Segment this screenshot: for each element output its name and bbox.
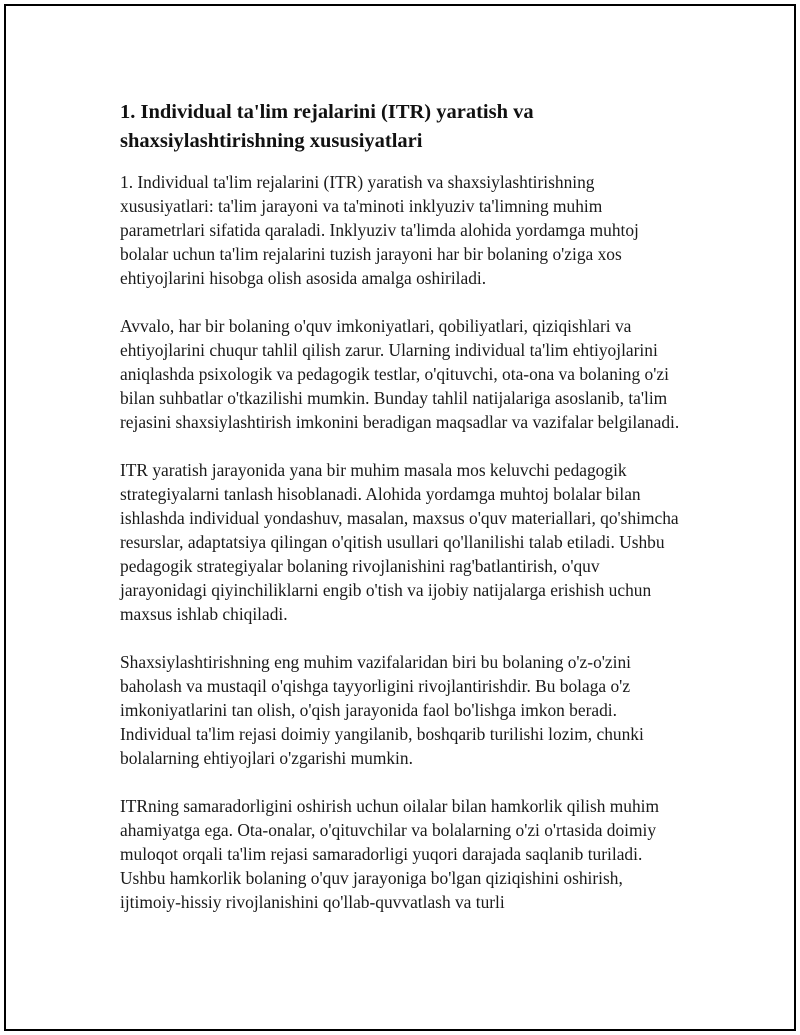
paragraph-1: 1. Individual ta'lim rejalarini (ITR) yaratish va shaxsiylashtirishning xususiyatlari: ta'lim jarayoni va ta'minoti inklyuziv ta'limning muhim parametrlari sifatida qaraladi. Inklyuziv ta'limda alohida yordamga muhtoj bolalar uchun ta'lim rejalarini tuzish jarayoni har bir bolaning o'ziga xos ehtiyojlarini hisobga olish asosida amalga oshiriladi. — [120, 172, 639, 288]
paragraph-2: Avvalo, har bir bolaning o'quv imkoniyatlari, qobiliyatlari, qiziqishlari va ehtiyojlarini chuqur tahlil qilish zarur. Ularning individual ta'lim ehtiyojlarini aniqlashda psixologik va pedagogik testlar, o'qituvchi, ota-ona va bolaning o'zi bilan suhbatlar o'tkazilishi mumkin. Bunday tahlil natijalariga asoslanib, ta'lim rejasini shaxsiylashtirish imkonini beradigan maqsadlar va vazifalar belgilanadi. — [120, 316, 680, 432]
document-title: 1. Individual ta'lim rejalarini (ITR) yaratish va shaxsiylashtirishning xususiyatlari — [120, 101, 534, 152]
document-body — [120, 98, 680, 938]
document-page — [4, 4, 796, 1031]
paragraph-4: Shaxsiylashtirishning eng muhim vazifalaridan biri bu bolaning o'z-o'zini baholash va mustaqil o'qishga tayyorligini rivojlantirishdir. Bu bolaga o'z imkoniyatlarini tan olish, o'qish jarayonida faol bo'lishga imkon beradi. Individual ta'lim rejasi doimiy yangilanib, boshqarib turilishi lozim, chunki bolalarning ehtiyojlari o'zgarishi mumkin. — [120, 652, 644, 768]
paragraph-5: ITRning samaradorligini oshirish uchun oilalar bilan hamkorlik qilish muhim ahamiyatga ega. Ota-onalar, o'qituvchilar va bolalarning o'zi o'rtasida doimiy muloqot orqali ta'lim rejasi samaradorligi yuqori darajada saqlanib turiladi. Ushbu hamkorlik bolaning o'quv jarayoniga bo'lgan qiziqishini oshirish, ijtimoiy-hissiy rivojlanishini qo'llab-quvvatlash va turli — [120, 796, 660, 912]
paragraph-3: ITR yaratish jarayonida yana bir muhim masala mos keluvchi pedagogik strategiyalarni tanlash hisoblanadi. Alohida yordamga muhtoj bolalar bilan ishlashda individual yondashuv, masalan, maxsus o'quv materiallari, qo'shimcha resurslar, adaptatsiya qilingan o'qitish usullari qo'llanilishi talab etiladi. Ushbu pedagogik strategiyalar bolaning rivojlanishini rag'batlantirish, o'quv jarayonidagi qiyinchiliklarni engib o'tish va ijobiy natijalarga erishish uchun maxsus ishlab chiqiladi. — [120, 460, 679, 624]
